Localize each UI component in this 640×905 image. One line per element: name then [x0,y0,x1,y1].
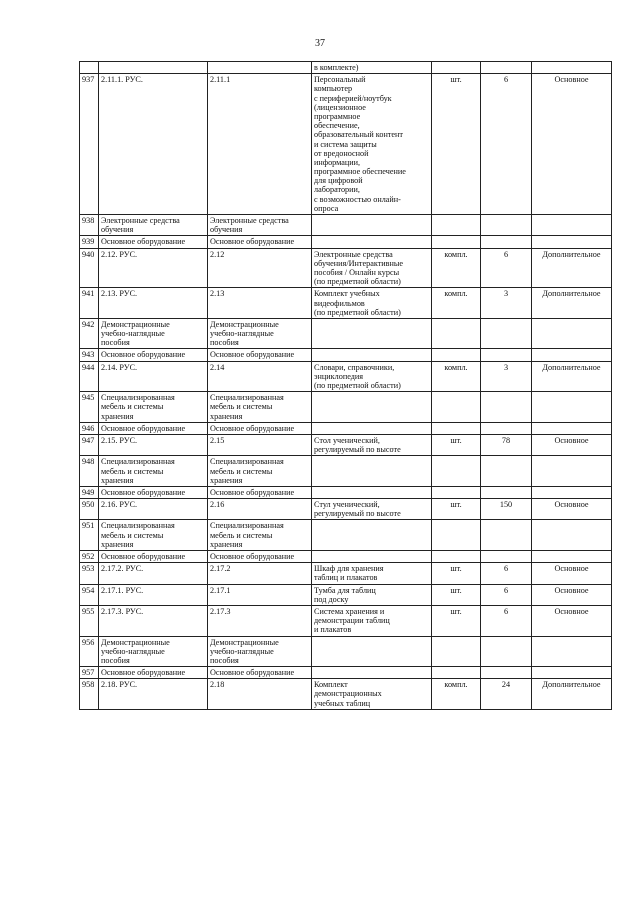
item-name-cell [312,236,432,248]
item-code-cell: 2.17.2. РУС. [99,563,208,584]
item-name-cell [312,636,432,667]
unit-cell [432,551,481,563]
equipment-type-cell [532,636,612,667]
reference-cell: 2.14 [208,361,312,392]
row-number-cell: 956 [80,636,99,667]
equipment-type-cell [532,520,612,551]
quantity-cell [481,520,532,551]
unit-cell [432,636,481,667]
reference-cell: 2.18 [208,679,312,710]
table-row [80,288,612,319]
item-code-cell: 2.14. РУС. [99,361,208,392]
item-name-cell [312,392,432,423]
reference-cell: 2.12 [208,248,312,288]
equipment-type-cell [532,551,612,563]
unit-cell: шт. [432,434,481,455]
table-row [80,349,612,361]
unit-cell [432,422,481,434]
equipment-type-cell [532,456,612,487]
item-code-cell: Основное оборудование [99,486,208,498]
row-number-cell: 938 [80,215,99,236]
row-number-cell: 945 [80,392,99,423]
unit-cell: компл. [432,288,481,319]
unit-cell [432,215,481,236]
table-row [80,584,612,605]
equipment-type-cell [532,318,612,349]
table-row [80,520,612,551]
reference-cell: 2.17.2 [208,563,312,584]
quantity-cell: 6 [481,605,532,636]
item-name-cell [312,551,432,563]
reference-cell: Специализированная мебель и системы хранения [208,520,312,551]
item-code-cell: 2.12. РУС. [99,248,208,288]
row-number-cell: 941 [80,288,99,319]
reference-cell: 2.13 [208,288,312,319]
unit-cell [432,236,481,248]
unit-cell [432,392,481,423]
quantity-cell [481,215,532,236]
item-name-cell [312,215,432,236]
equipment-type-cell: Основное [532,563,612,584]
unit-cell: шт. [432,563,481,584]
item-code-cell: Специализированная мебель и системы хранения [99,520,208,551]
equipment-type-cell [532,236,612,248]
item-name-cell: Комплект демонстрационных учебных таблиц [312,679,432,710]
table-row [80,74,612,215]
unit-cell [432,318,481,349]
equipment-type-cell [532,486,612,498]
table-row [80,318,612,349]
equipment-type-cell: Основное [532,605,612,636]
table-row [80,248,612,288]
table-row [80,215,612,236]
unit-cell [432,456,481,487]
item-code-cell: Основное оборудование [99,422,208,434]
unit-cell [432,667,481,679]
table-row [80,563,612,584]
item-name-cell: Словари, справочники, энциклопедия (по предметной области) [312,361,432,392]
unit-cell: компл. [432,679,481,710]
reference-cell: Демонстрационные учебно-наглядные пособия [208,636,312,667]
item-name-cell: Электронные средства обучения/Интерактивные пособия / Онлайн курсы (по предметной области) [312,248,432,288]
item-name-cell: Комплект учебных видеофильмов (по предметной области) [312,288,432,319]
reference-cell: Основное оборудование [208,551,312,563]
reference-cell: Основное оборудование [208,422,312,434]
item-code-cell: 2.17.3. РУС. [99,605,208,636]
row-number-cell: 940 [80,248,99,288]
item-code-cell: Основное оборудование [99,236,208,248]
reference-cell: Основное оборудование [208,486,312,498]
unit-cell [432,486,481,498]
item-name-cell [312,318,432,349]
page-number: 37 [315,38,325,49]
quantity-cell: 3 [481,288,532,319]
quantity-cell: 150 [481,499,532,520]
item-code-cell: Специализированная мебель и системы хранения [99,456,208,487]
table-row [80,361,612,392]
reference-cell: Специализированная мебель и системы хранения [208,392,312,423]
row-number-cell: 942 [80,318,99,349]
quantity-cell [481,236,532,248]
equipment-type-cell: Дополнительное [532,288,612,319]
equipment-type-cell: Основное [532,434,612,455]
equipment-type-cell: Основное [532,74,612,215]
row-number-cell: 949 [80,486,99,498]
table-row [80,236,612,248]
table-row [80,636,612,667]
table-row [80,667,612,679]
table-row [80,605,612,636]
unit-cell: компл. [432,361,481,392]
item-code-cell: Демонстрационные учебно-наглядные пособия [99,636,208,667]
reference-cell: Специализированная мебель и системы хранения [208,456,312,487]
quantity-cell [481,349,532,361]
item-name-cell: Стол ученический, регулируемый по высоте [312,434,432,455]
equipment-type-cell: Дополнительное [532,361,612,392]
unit-cell: шт. [432,499,481,520]
equipment-type-cell [532,215,612,236]
quantity-cell [481,486,532,498]
equipment-type-cell [532,422,612,434]
unit-cell [432,520,481,551]
quantity-cell: 6 [481,74,532,215]
row-number-cell: 939 [80,236,99,248]
row-number-cell: 955 [80,605,99,636]
item-name-cell [312,349,432,361]
equipment-type-cell [532,392,612,423]
row-number-cell: 946 [80,422,99,434]
table-row [80,499,612,520]
item-code-cell: Основное оборудование [99,349,208,361]
item-name-cell: в комплекте) [312,62,432,74]
row-number-cell: 937 [80,74,99,215]
quantity-cell: 24 [481,679,532,710]
quantity-cell [481,422,532,434]
quantity-cell [481,551,532,563]
quantity-cell: 6 [481,563,532,584]
item-code-cell: 2.16. РУС. [99,499,208,520]
item-name-cell: Персональный компьютер с периферией/ноутбук (лицензионное программное обеспечение, образовательный контент и система защиты от вредоносной информации, программное обеспечение для цифровой лаборатории, с возможностью онлайн- опроса [312,74,432,215]
item-name-cell [312,456,432,487]
row-number-cell: 957 [80,667,99,679]
table-row-continuation [80,62,612,74]
item-code-cell: Демонстрационные учебно-наглядные пособия [99,318,208,349]
unit-cell: шт. [432,74,481,215]
quantity-cell: 6 [481,584,532,605]
equipment-type-cell [532,349,612,361]
reference-cell: 2.17.3 [208,605,312,636]
unit-cell: компл. [432,248,481,288]
equipment-table [79,61,612,710]
item-code-cell: 2.15. РУС. [99,434,208,455]
item-name-cell [312,520,432,551]
item-name-cell [312,667,432,679]
item-code-cell: 2.11.1. РУС. [99,74,208,215]
quantity-cell: 3 [481,361,532,392]
reference-cell: 2.16 [208,499,312,520]
item-code-cell: 2.13. РУС. [99,288,208,319]
item-code-cell: 2.17.1. РУС. [99,584,208,605]
table-row [80,392,612,423]
row-number-cell: 953 [80,563,99,584]
row-number-cell: 950 [80,499,99,520]
item-name-cell: Тумба для таблиц под доску [312,584,432,605]
item-name-cell: Система хранения и демонстрации таблиц и плакатов [312,605,432,636]
unit-cell [432,349,481,361]
equipment-type-cell: Дополнительное [532,248,612,288]
unit-cell: шт. [432,584,481,605]
quantity-cell [481,667,532,679]
item-code-cell: Электронные средства обучения [99,215,208,236]
quantity-cell [481,318,532,349]
row-number-cell: 944 [80,361,99,392]
item-name-cell [312,486,432,498]
table-row [80,486,612,498]
row-number-cell: 958 [80,679,99,710]
quantity-cell [481,456,532,487]
equipment-type-cell [532,667,612,679]
table-row [80,456,612,487]
item-name-cell [312,422,432,434]
equipment-type-cell: Основное [532,584,612,605]
row-number-cell: 948 [80,456,99,487]
item-code-cell: Основное оборудование [99,667,208,679]
row-number-cell: 943 [80,349,99,361]
reference-cell: 2.15 [208,434,312,455]
quantity-cell [481,636,532,667]
table-row [80,551,612,563]
reference-cell: Основное оборудование [208,236,312,248]
row-number-cell: 947 [80,434,99,455]
unit-cell: шт. [432,605,481,636]
reference-cell: Электронные средства обучения [208,215,312,236]
reference-cell: Основное оборудование [208,667,312,679]
table-row [80,679,612,710]
quantity-cell: 78 [481,434,532,455]
item-name-cell: Шкаф для хранения таблиц и плакатов [312,563,432,584]
equipment-type-cell: Основное [532,499,612,520]
item-code-cell: Специализированная мебель и системы хранения [99,392,208,423]
quantity-cell [481,392,532,423]
reference-cell: 2.11.1 [208,74,312,215]
item-code-cell: 2.18. РУС. [99,679,208,710]
quantity-cell: 6 [481,248,532,288]
table-row [80,434,612,455]
item-code-cell: Основное оборудование [99,551,208,563]
row-number-cell: 952 [80,551,99,563]
row-number-cell: 951 [80,520,99,551]
row-number-cell: 954 [80,584,99,605]
reference-cell: Основное оборудование [208,349,312,361]
reference-cell: 2.17.1 [208,584,312,605]
equipment-type-cell: Дополнительное [532,679,612,710]
table-row [80,422,612,434]
item-name-cell: Стул ученический, регулируемый по высоте [312,499,432,520]
reference-cell: Демонстрационные учебно-наглядные пособия [208,318,312,349]
